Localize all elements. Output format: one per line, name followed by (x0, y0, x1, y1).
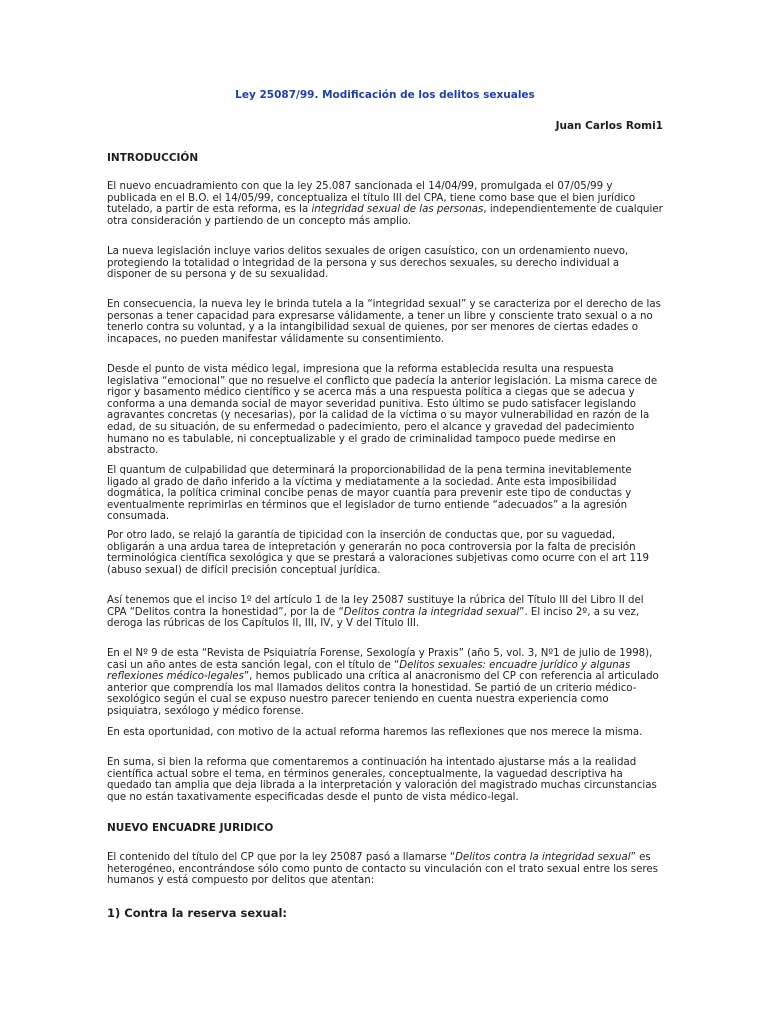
subheading-reserva-sexual: 1) Contra la reserva sexual: (107, 906, 288, 920)
emphasis-text: Delitos contra la integridad sexual (455, 852, 631, 863)
author-name: Juan Carlos Romi1 (555, 120, 663, 132)
paragraph: El quantum de culpabilidad que determinará la proporcionabilidad de la pena termina inevitablemente ligado al grado de daño inferido a la víctima y mediatamente a la sociedad. Ante esta imposibilidad dogmática, la política criminal concibe penas de mayor cuantía para prevenir este tipo de conductas y eventualmente reprimirlas en términos que el legislador de turno entiende “adecuados” a la agresión consumada. (107, 465, 632, 523)
paragraph: Por otro lado, se relajó la garantía de tipicidad con la inserción de conductas que, por su vaguedad, obligarán a una ardua tarea de intepretación y generarán no poca controversia por la falta de precisión terminológica científica sexológica y que se prestará a valoraciones subjetivas como ocurre con el art 119 (abuso sexual) de difícil precisión conceptual jurídica. (107, 530, 649, 576)
paragraph: En consecuencia, la nueva ley le brinda tutela a la “integridad sexual” y se caracteriza por el derecho de las personas a tener capacidad para expresarse válidamente, a tener un libre y consciente trato sexual o a no tenerlo contra su voluntad, y a la intangibilidad sexual de quienes, por ser menores de ciertas edades o incapaces, no pueden manifestar válidamente su consentimiento. (107, 299, 661, 345)
paragraph: En el Nº 9 de esta “Revista de Psiquiatría Forense, Sexología y Praxis” (año 5, vol. 3, Nº1 de julio de 1998), casi un año antes de esta sanción legal, con el título de “Delitos sexuales: encuadre jurídico y algunas reflexiones médico-legales”, hemos publicado una crítica al anacronismo del CP con referencia al articulado anterior que comprendía los mal llamados delitos contra la honestidad. Se partió de un criterio médico-sexológico según el cual se expuso nuestro parecer teniendo en cuenta nuestra experiencia como psiquiatra, sexólogo y médico forense. (107, 648, 659, 717)
paragraph: La nueva legislación incluye varios delitos sexuales de origen casuístico, con un ordenamiento nuevo, protegiendo la totalidad o integridad de la persona y sus derechos sexuales, su derecho individual a disponer de su persona y de su sexualidad. (107, 246, 629, 281)
paragraph: Desde el punto de vista médico legal, impresiona que la reforma establecida resulta una respuesta legislativa “emocional” que no resuelve el conflicto que padecía la anterior legislación. La misma carece de rigor y basamento médico científico y se acerca más a una respuesta política a ciegas que se adecua y conforma a una demanda social de mayor severidad punitiva. Esto último se pudo satisfacer legislando agravantes concretas (y necesarias), por la calidad de la víctima o su mayor vulnerabilidad en razón de la edad, de su situación, de su enfermedad o padecimiento, pero el alcance y gravedad del padecimiento humano no es tabulable, ni conceptualizable y el grado de criminalidad tampoco puede medirse en abstracto. (107, 364, 658, 457)
paragraph: En esta oportunidad, con motivo de la actual reforma haremos las reflexiones que nos merece la misma. (107, 727, 643, 738)
paragraph: En suma, si bien la reforma que comentaremos a continuación ha intentado ajustarse más a la realidad científica actual sobre el tema, en términos generales, conceptualmente, la vaguedad descriptiva ha quedado tan amplia que deja librada a la interpretación y valoración del magistrado muchas circunstancias que no están taxativamente especificadas desde el punto de vista médico-legal. (107, 757, 657, 803)
emphasis-text: Delitos sexuales: encuadre jurídico y algunas reflexiones médico-legales (107, 659, 631, 683)
emphasis-text: Delitos contra la integridad sexual (343, 606, 520, 618)
paragraph: El nuevo encuadramiento con que la ley 25.087 sancionada el 14/04/99, promulgada el 07/05/99 y publicada en el B.O. el 14/05/99, conceptualiza el título III del CPA, tiene como base que el bien jurídico tutelado, a partir de esta reforma, es la integridad sexual de las personas, independientemente de cualquier otra consideración y partiendo de un concepto más amplio. (107, 181, 663, 227)
section-heading-nuevo-encuadre: NUEVO ENCUADRE JURIDICO (107, 822, 274, 834)
paragraph: Así tenemos que el inciso 1º del artículo 1 de la ley 25087 sustituye la rúbrica del Título III del Libro II del CPA “Delitos contra la honestidad”, por la de “Delitos contra la integridad sexual”. El inciso 2º, a su vez, deroga las rúbricas de los Capítulos II, III, IV, y V del Título III. (107, 595, 644, 630)
section-heading-introduccion: INTRODUCCIÓN (107, 152, 199, 164)
emphasis-text: integridad sexual de las personas (311, 204, 484, 216)
paragraph: El contenido del título del CP que por la ley 25087 pasó a llamarse “Delitos contra la integridad sexual” es heterogéneo, encontrándose sólo como punto de contacto su vinculación con el trato sexual entre los seres humanos y está compuesto por delitos que atentan: (107, 852, 658, 887)
document-title: Ley 25087/99. Modificación de los delitos sexuales (235, 89, 535, 101)
